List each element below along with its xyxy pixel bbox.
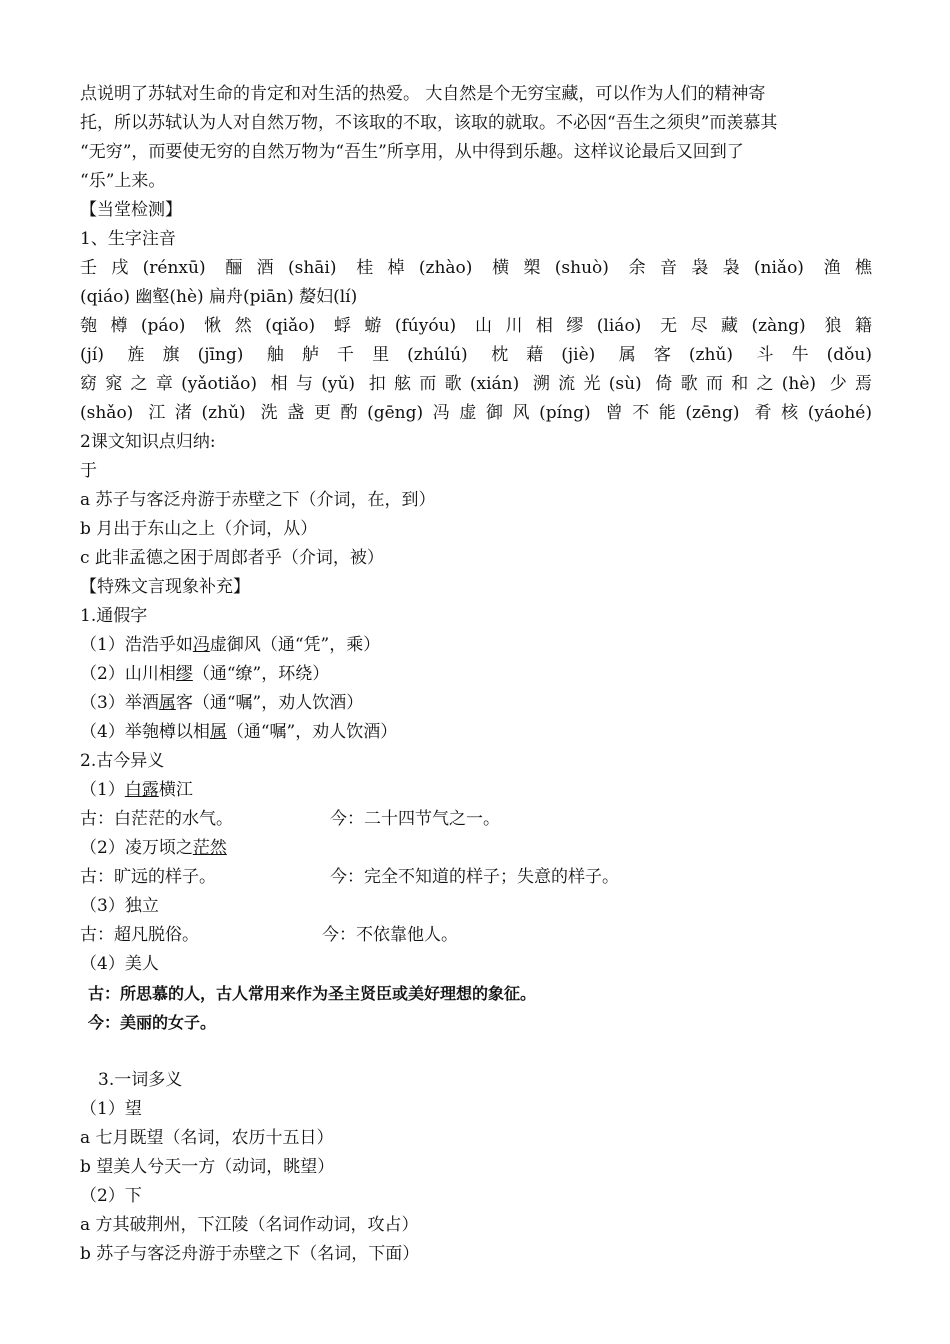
section-title-special-phenomena: 【特殊文言现象补充】 [80, 577, 250, 597]
yu-example-a: a 苏子与客泛舟游于赤壁之下（介词，在，到） [80, 490, 436, 510]
gujin-title: 2.古今异义 [80, 751, 165, 771]
word-yu-heading: 于 [80, 461, 97, 481]
pinyin-line: 窈窕之章(yǎotiǎo) 相与(yǔ) 扣舷而歌(xián) 溯流光(sù) 倚歌而和之(hè) 少焉 [80, 374, 872, 394]
intro-line: 托，所以苏轼认为人对自然万物，不该取的不取，该取的就取。不必因“吾生之须臾”而羡慕其 [80, 113, 778, 133]
yici-word-2: （2）下 [80, 1186, 142, 1206]
tongjia-item: （3）举酒属客（通“嘱”，劝人饮酒） [80, 693, 364, 713]
yici-example: b 苏子与客泛舟游于赤壁之下（名词，下面） [80, 1244, 420, 1264]
gujin-word: 茫然 [192, 838, 227, 858]
tongjia-char: 属 [209, 722, 227, 742]
gujin-item-1: （1）白露横江 [80, 780, 193, 800]
gu-meaning: 古：白茫茫的水气。 [80, 809, 233, 829]
pinyin-line: (qiáo) 幽壑(hè) 扁舟(piān) 嫠妇(lí) [80, 287, 358, 307]
question-2-title: 2课文知识点归纳: [80, 432, 216, 452]
jin-meaning-bold: 今：美丽的女子。 [88, 1013, 217, 1032]
jin-meaning: 今：完全不知道的样子；失意的样子。 [330, 867, 619, 887]
gujin-item-2: （2）凌万顷之茫然 [80, 838, 227, 858]
section-title-classroom-test: 【当堂检测】 [80, 200, 182, 220]
gujin-compare-3 [80, 921, 872, 950]
pinyin-line: (jí) 旌旗(jīng) 舳舻千里(zhúlú) 枕藉(jiè) 属客(zhǔ) 斗牛(dǒu) [80, 345, 872, 365]
tongjia-char: 冯 [192, 635, 210, 655]
yici-word-1: （1）望 [80, 1099, 142, 1119]
tongjia-title: 1.通假字 [80, 606, 148, 626]
gu-meaning: 古：旷远的样子。 [80, 867, 216, 887]
gujin-compare-2 [80, 863, 872, 892]
jin-meaning: 今：二十四节气之一。 [330, 809, 500, 829]
intro-line: “无穷”，而要使无穷的自然万物为“吾生”所享用，从中得到乐趣。这样议论最后又回到了 [80, 142, 744, 162]
tongjia-item: （1）浩浩乎如冯虚御风（通“凭”，乘） [80, 635, 381, 655]
gujin-word: 白露 [124, 780, 159, 800]
tongjia-char: 缪 [175, 664, 193, 684]
intro-line: 点说明了苏轼对生命的肯定和对生活的热爱。 大自然是个无穷宝藏，可以作为人们的精神寄 [80, 84, 766, 104]
gujin-item-4: （4）美人 [80, 954, 159, 974]
yici-example: a 方其破荆州，下江陵（名词作动词，攻占） [80, 1215, 419, 1235]
question-1-title: 1、生字注音 [80, 229, 176, 249]
tongjia-item: （2）山川相缪（通“缭”，环绕） [80, 664, 330, 684]
yu-example-b: b 月出于东山之上（介词，从） [80, 519, 318, 539]
yu-example-c: c 此非孟德之困于周郎者乎（介词，被） [80, 548, 384, 568]
gu-meaning: 古：超凡脱俗。 [80, 925, 199, 945]
intro-line: “乐”上来。 [80, 171, 166, 191]
tongjia-char: 属 [158, 693, 176, 713]
jin-meaning: 今：不依靠他人。 [322, 925, 458, 945]
document-page [80, 80, 872, 1269]
yici-example: a 七月既望（名词，农历十五日） [80, 1128, 334, 1148]
gu-meaning-bold: 古：所思慕的人，古人常用来作为圣主贤臣或美好理想的象征。 [88, 984, 537, 1003]
gujin-compare-1 [80, 805, 872, 834]
pinyin-line: 壬戌(rénxū) 酾酒(shāi) 桂棹(zhào) 横槊(shuò) 余音袅袅(niǎo) 渔樵 [80, 258, 872, 278]
pinyin-line: (shǎo) 江渚(zhǔ) 洗盏更酌(gēng)冯虚御风(píng) 曾不能(zēng) 肴核(yáohé) [80, 403, 872, 423]
yici-title: 3.一词多义 [98, 1070, 183, 1090]
blank-line [80, 1037, 872, 1066]
pinyin-line: 匏樽(páo) 愀然(qiǎo) 蜉蝣(fúyóu) 山川相缪(liáo) 无尽藏(zàng) 狼籍 [80, 316, 872, 336]
yici-example: b 望美人兮天一方（动词，眺望） [80, 1157, 335, 1177]
gujin-item-3: （3）独立 [80, 896, 159, 916]
tongjia-item: （4）举匏樽以相属（通“嘱”，劝人饮酒） [80, 722, 398, 742]
